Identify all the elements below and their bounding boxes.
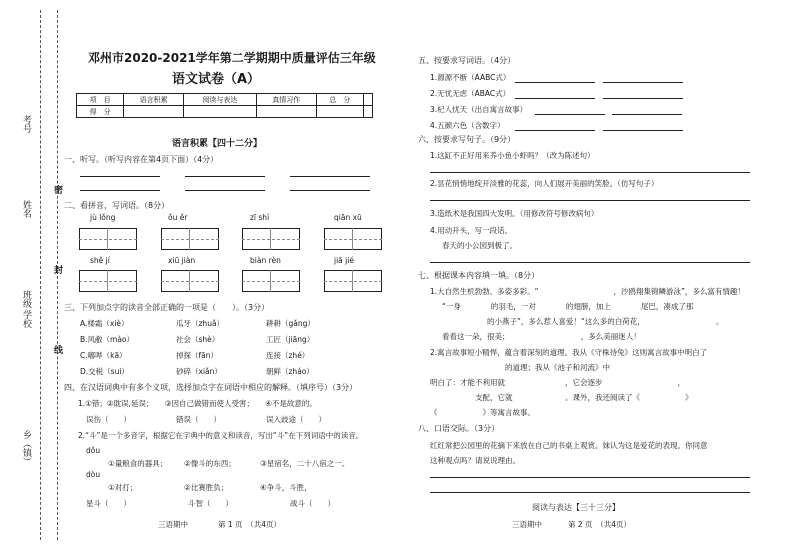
q6-4-sentence: 春天的小公园到极了。 — [442, 241, 517, 250]
q4-2-meaning: ②比赛胜负； — [184, 483, 229, 492]
q5-item-1: 1.源源不断（AABC式） — [430, 73, 511, 82]
q4-2-meaning: ①量粮食的器具； — [108, 459, 168, 468]
binding-label-exam-no: 考号 — [21, 115, 31, 133]
q1-answer-line[interactable] — [185, 176, 265, 177]
pinyin: ǒu ěr — [168, 213, 188, 222]
score-header-reading: 阅读与表达 — [184, 94, 257, 106]
footer-right-label: 三语期中 — [512, 520, 542, 529]
q5-answer-line[interactable] — [612, 114, 682, 115]
q1-answer-line[interactable] — [290, 176, 370, 177]
pinyin: jù lǒng — [90, 213, 116, 222]
q4-1-text: 1.①错；②耽误,延误； ③因自己做错而使人受害； ④不是故意的。 — [78, 399, 317, 408]
q7-1-line-c: 的小燕子”，多么惹人喜爱！“这么多的白荷花， 。 — [442, 317, 724, 326]
q1-answer-line[interactable] — [80, 176, 160, 177]
q4-2-word-3[interactable]: 战斗（ ） — [290, 499, 335, 508]
q6-3-text: 3.造纸术是我国四大发明。（用修改符号修改病句） — [430, 209, 599, 218]
pinyin: xiū jiàn — [168, 256, 196, 265]
q3-option-d-1[interactable]: D.交税（sui） — [80, 367, 129, 376]
q1-answer-line[interactable] — [80, 190, 160, 191]
q3-text: 三、下列加点字的读音全部正确的一项是（ ）。（3分） — [64, 303, 270, 312]
q7-1-line-d: 看看这一朵，很美； ，多么美丽迷人！ — [442, 332, 641, 341]
q5-answer-line[interactable] — [515, 130, 595, 131]
q3-option-b-2: 社会（shè） — [176, 335, 220, 344]
pinyin: shě jí — [90, 256, 110, 265]
pinyin: biàn rèn — [250, 256, 281, 265]
q7-1-line-b: “一身 的羽毛，一对 的翅膀，加上 尾巴，凑成了那 — [442, 302, 694, 311]
q4-2-word-2[interactable]: 斗智（ ） — [188, 499, 233, 508]
binding-label-class: 班级 — [21, 290, 31, 308]
binding-dashed-line-outer — [40, 10, 41, 540]
q6-answer-line[interactable] — [430, 172, 750, 173]
seal-char-xian: 线 — [52, 345, 62, 354]
footer-right-page: 第 2 页 （共4页） — [568, 520, 632, 529]
q6-1-text: 1.这缸不正好用来养小鱼小虾吗？（改为陈述句） — [430, 151, 595, 160]
q3-option-a-1[interactable]: A.楼霜（xiè） — [80, 319, 129, 328]
score-header-total: 总 分 — [316, 94, 363, 106]
q5-answer-line[interactable] — [515, 82, 595, 83]
score-header-writing: 真情习作 — [256, 94, 316, 106]
pinyin: zī shì — [250, 213, 270, 222]
q1-answer-line[interactable] — [185, 190, 265, 191]
q7-2-line-d: 支配，它就 。课外，我还阅读了《 》 — [430, 393, 693, 402]
q5-answer-line[interactable] — [515, 98, 595, 99]
q5-item-2: 2.无忧无虑（ABAC式） — [430, 89, 511, 98]
q8-answer-line[interactable] — [430, 492, 750, 493]
seal-char-mi: 密 — [52, 185, 62, 194]
q6-2-text: 2.昙花悄悄地绽开淡雅的花蕊，向人们展开美丽的笑脸。（仿写句子） — [430, 179, 659, 188]
q6-answer-line[interactable] — [430, 262, 750, 263]
pinyin: jiā jié — [334, 256, 354, 265]
q4-2-meaning: ③星宿名，二十八宿之一。 — [260, 459, 350, 468]
q5-answer-line[interactable] — [603, 130, 683, 131]
pinyin: qiān xū — [334, 213, 362, 222]
q3-option-a-3: 耕耕（gǎng） — [266, 319, 315, 328]
q8-answer-line[interactable] — [430, 477, 750, 478]
footer-left-label: 三语期中 — [158, 520, 188, 529]
q3-option-c-3: 连接（zhé） — [266, 351, 310, 360]
q7-2-line-e: 《 》等寓言故事。 — [430, 408, 535, 417]
q7-2-line-c: 明白了：才能不利用就 ，它会逐步 ， — [430, 378, 685, 387]
binding-label-school: 学校 — [21, 310, 31, 328]
binding-label-name: 姓名 — [21, 200, 31, 218]
binding-dashed-line-inner — [57, 10, 58, 540]
q4-2-reading-1: dǒu — [86, 446, 101, 455]
binding-label-town: 乡（镇） — [21, 430, 31, 466]
q4-2-meaning: ②像斗的东西； — [184, 459, 236, 468]
q1-text: 一、听写。（听写内容在第4页下面）（4分） — [64, 155, 219, 164]
seal-char-feng: 封 — [52, 265, 62, 274]
section-end-reading: 阅读与表达【三十三分】 — [532, 503, 620, 512]
q8-prompt-2: 这种观点吗？请说说理由。 — [430, 456, 520, 465]
q4-1-word-3[interactable]: 误入歧途（ ） — [266, 415, 326, 424]
q4-2-word-1[interactable]: 星斗（ ） — [86, 499, 131, 508]
score-table — [76, 93, 373, 118]
q4-2-reading-2: dòu — [86, 470, 101, 479]
score-header-language: 语言积累 — [124, 94, 184, 106]
q7-2-line-b: 的道理；我从《池子和河流》中 — [430, 363, 610, 372]
q5-answer-line[interactable] — [603, 98, 683, 99]
q4-1-word-1[interactable]: 误伤（ ） — [86, 415, 131, 424]
q3-option-b-3: 工匠（jiāng） — [266, 335, 315, 344]
footer-left-page: 第 1 页 （共4页） — [218, 520, 282, 529]
q1-answer-line[interactable] — [290, 190, 370, 191]
q7-2-line-a: 2.寓言故事短小精悍，蕴含着深刻的道理。我从《守株待兔》这则寓言故事中明白了 — [430, 348, 708, 357]
score-row-label: 得 分 — [77, 106, 124, 118]
section-title-language: 语言积累【四十二分】 — [172, 139, 263, 149]
q5-answer-line[interactable] — [535, 114, 605, 115]
q5-answer-line[interactable] — [603, 82, 683, 83]
q5-item-4: 4.五颜六色（含数字） — [430, 121, 505, 130]
q4-text: 四、在汉语词典中有多个义项，选择加点字在词语中相应的解释。（填序号）（3分） — [64, 383, 358, 392]
q2-text: 二、看拼音，写词语。（8分） — [64, 201, 170, 210]
q8-prompt-1: 红红常把公园里的花摘下来放在自己的书桌上观赏。妹认为这是爱花的表现。你同意 — [430, 441, 708, 450]
q3-option-d-2: 砂碎（xiǎn） — [176, 367, 222, 376]
q3-option-c-1[interactable]: C.嘟哔（kā） — [80, 351, 127, 360]
q3-option-a-2: 瓜牙（zhuǎ） — [176, 319, 225, 328]
q7-1-line-a: 1.大自然生机勃勃、多姿多彩。“ ，沙鸥翔集锦鳞游泳”，多么富有情趣！ — [430, 287, 745, 296]
q6-4-text: 4.用动开头，写一段话。 — [430, 226, 513, 235]
q8-text: 八、口语交际。（3分） — [418, 424, 500, 433]
score-header-item: 项 目 — [77, 94, 124, 106]
q5-item-3: 3.杞人忧天（出自寓言故事） — [430, 105, 528, 114]
q6-answer-line[interactable] — [430, 200, 750, 201]
q4-2-meaning: ④争斗，斗胜， — [260, 483, 312, 492]
q7-text: 七、根据课本内容填一填。（8分） — [418, 271, 540, 280]
q4-1-word-2[interactable]: 错误（ ） — [176, 415, 221, 424]
q4-2-text: 2.“斗”是一个多音字，根据它在字典中的意义和读音，写出“斗”在下列词语中的读音。 — [78, 431, 364, 440]
q6-text: 六、按要求写句子。（9分） — [418, 135, 516, 144]
exam-subtitle: 语文试卷（A） — [172, 72, 261, 87]
q3-option-c-2: 掉探（fān） — [176, 351, 218, 360]
q3-option-d-3: 朝鲜（zháo） — [266, 367, 314, 376]
q5-text: 五、按要求写词语。（4分） — [418, 56, 516, 65]
exam-title: 邓州市2020-2021学年第二学期期中质量评估三年级 — [88, 51, 376, 65]
q4-2-meaning: ①对打； — [108, 483, 138, 492]
q3-option-b-1[interactable]: B.风敝（mào） — [80, 335, 135, 344]
